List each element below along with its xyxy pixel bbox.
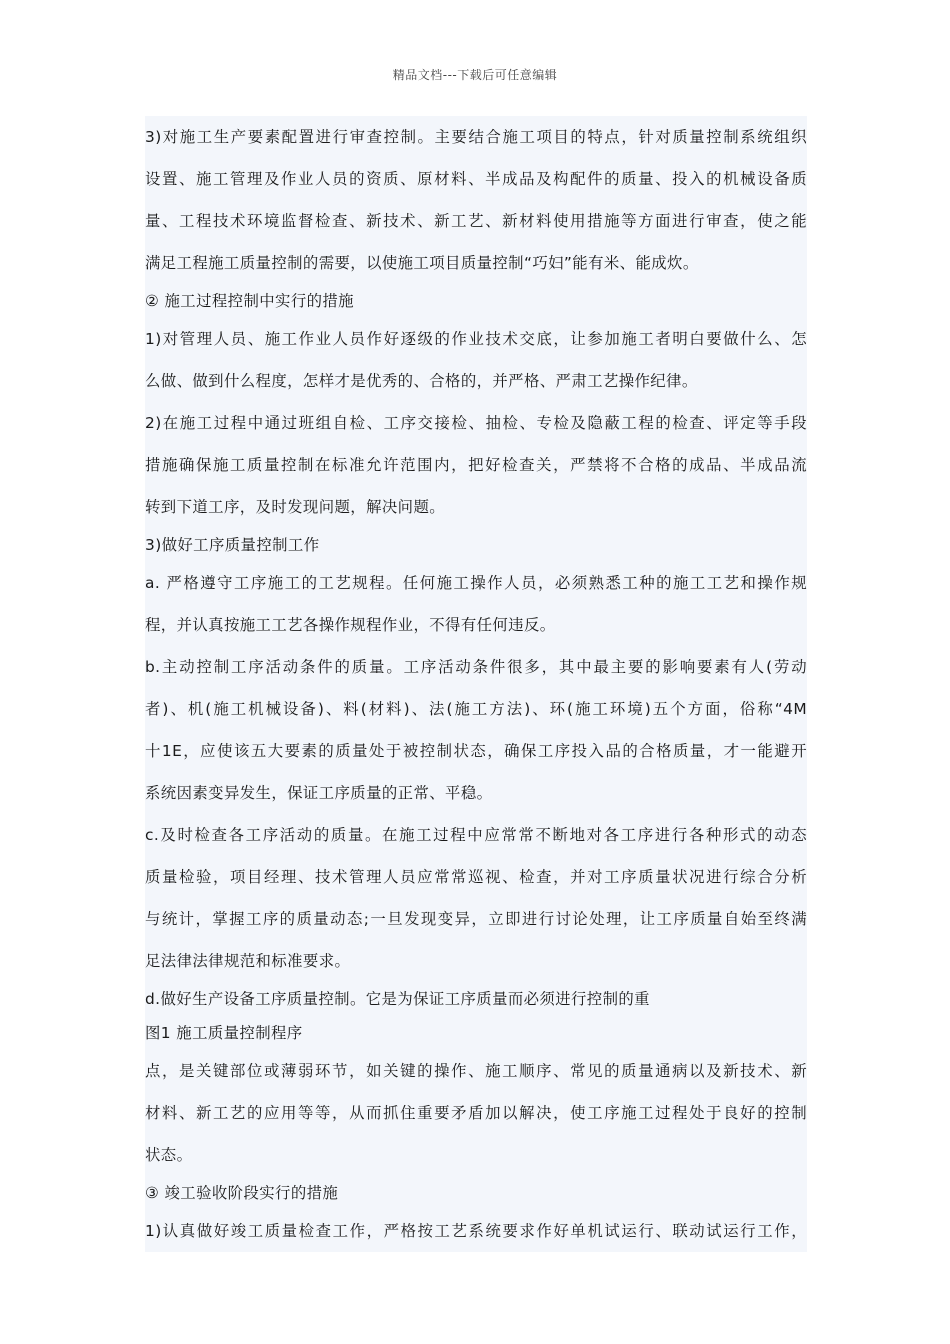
paragraph-line: 1)认真做好竣工质量检查工作，严格按工艺系统要求作好单机试运行、联动试运行工作， (145, 1222, 807, 1240)
paragraph-line: 点，是关键部位或薄弱环节，如关键的操作、施工顺序、常见的质量通病以及新技术、新 (145, 1062, 807, 1080)
paragraph-line: 状态。 (145, 1146, 193, 1164)
sub-heading: 3)做好工序质量控制工作 (145, 536, 320, 554)
paragraph-line: 质量检验，项目经理、技术管理人员应常常巡视、检查，并对工序质量状况进行综合分析 (145, 868, 807, 886)
paragraph-line: 么做、做到什么程度，怎样才是优秀的、合格的，并严格、严肃工艺操作纪律。 (145, 372, 698, 390)
paragraph-line: a. 严格遵守工序施工的工艺规程。任何施工操作人员，必须熟悉工种的施工工艺和操作规 (145, 574, 807, 592)
paragraph-line: 足法律法律规范和标准要求。 (145, 952, 351, 970)
paragraph-line: 满足工程施工质量控制的需要，以使施工项目质量控制“巧妇”能有米、能成炊。 (145, 254, 699, 272)
paragraph-line: 十1E，应使该五大要素的质量处于被控制状态，确保工序投入品的合格质量，才一能避开 (145, 742, 807, 760)
section-heading: ② 施工过程控制中实行的措施 (145, 292, 354, 310)
paragraph-line: 设置、施工管理及作业人员的资质、原材料、半成品及构配件的质量、投入的机械设备质 (145, 170, 807, 188)
paragraph-line: 2)在施工过程中通过班组自检、工序交接检、抽检、专检及隐蔽工程的检查、评定等手段 (145, 414, 807, 432)
paragraph-line: 量、工程技术环境监督检查、新技术、新工艺、新材料使用措施等方面进行审查，使之能 (145, 212, 807, 230)
paragraph-line: 1)对管理人员、施工作业人员作好逐级的作业技术交底，让参加施工者明白要做什么、怎 (145, 330, 807, 348)
paragraph-line: b.主动控制工序活动条件的质量。工序活动条件很多，其中最主要的影响要素有人(劳动 (145, 658, 807, 676)
paragraph-line: 3)对施工生产要素配置进行审查控制。主要结合施工项目的特点，针对质量控制系统组织 (145, 128, 807, 146)
document-body (145, 116, 807, 1252)
paragraph-line: 者)、机(施工机械设备)、料(材料)、法(施工方法)、环(施工环境)五个方面，俗称“4M (145, 700, 807, 718)
paragraph-line: 系统因素变异发生，保证工序质量的正常、平稳。 (145, 784, 493, 802)
section-heading: ③ 竣工验收阶段实行的措施 (145, 1184, 339, 1202)
paragraph-line: 转到下道工序，及时发现问题，解决问题。 (145, 498, 446, 516)
paragraph-line: 材料、新工艺的应用等等，从而抓住重要矛盾加以解决，使工序施工过程处于良好的控制 (145, 1104, 807, 1122)
paragraph-line: 程，并认真按施工工艺各操作规程作业，不得有任何违反。 (145, 616, 556, 634)
paragraph-line: d.做好生产设备工序质量控制。它是为保证工序质量而必须进行控制的重 (145, 990, 650, 1008)
paragraph-line: 与统计，掌握工序的质量动态;一旦发现变异，立即进行讨论处理，让工序质量自始至终满 (145, 910, 807, 928)
page-header: 精品文档---下载后可任意编辑 (392, 68, 558, 82)
figure-caption: 图1 施工质量控制程序 (145, 1024, 303, 1042)
paragraph-line: 措施确保施工质量控制在标准允许范围内，把好检查关，严禁将不合格的成品、半成品流 (145, 456, 807, 474)
paragraph-line: c.及时检查各工序活动的质量。在施工过程中应常常不断地对各工序进行各种形式的动态 (145, 826, 807, 844)
